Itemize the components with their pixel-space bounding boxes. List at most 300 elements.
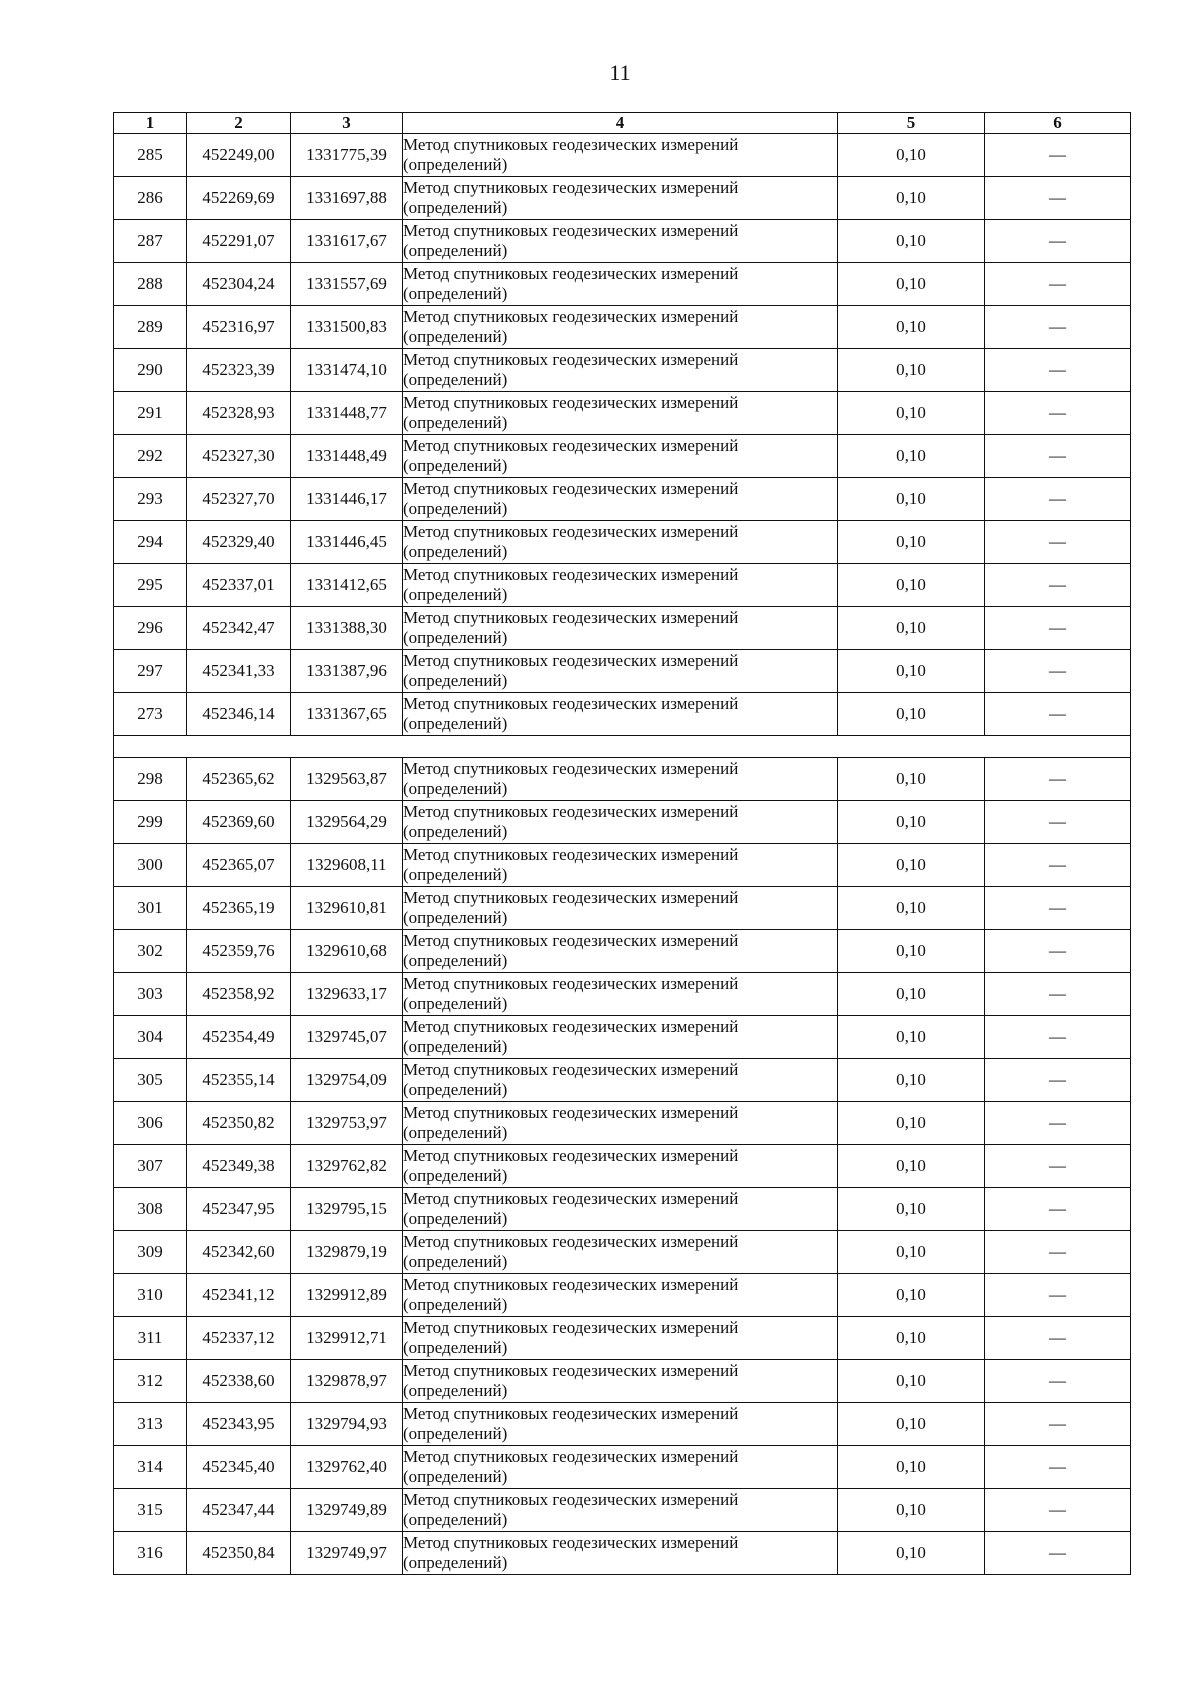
description-dash: — [985, 607, 1131, 650]
description-dash: — [985, 801, 1131, 844]
accuracy-value: 0,10 [838, 392, 985, 435]
accuracy-value: 0,10 [838, 1446, 985, 1489]
accuracy-value: 0,10 [838, 1403, 985, 1446]
method-cell [403, 1317, 838, 1360]
accuracy-value: 0,10 [838, 930, 985, 973]
coordinate-x: 452291,07 [187, 220, 291, 263]
table-row [114, 607, 1131, 650]
method-line-2: (определений) [403, 908, 508, 927]
col-header-1: 1 [114, 113, 187, 134]
coordinate-x: 452347,95 [187, 1188, 291, 1231]
method-line-2: (определений) [403, 779, 508, 798]
point-number: 309 [114, 1231, 187, 1274]
method-line-2: (определений) [403, 284, 508, 303]
method-line-1: Метод спутниковых геодезических измерений [403, 1146, 739, 1165]
method-line-1: Метод спутниковых геодезических измерений [403, 307, 739, 326]
table-body-group-1 [114, 134, 1131, 736]
method-cell [403, 177, 838, 220]
method-cell [403, 1532, 838, 1575]
method-line-1: Метод спутниковых геодезических измерений [403, 845, 739, 864]
method-line-1: Метод спутниковых геодезических измерений [403, 974, 739, 993]
description-dash: — [985, 349, 1131, 392]
point-number: 289 [114, 306, 187, 349]
coordinate-x: 452355,14 [187, 1059, 291, 1102]
coordinate-y: 1331500,83 [291, 306, 403, 349]
coordinate-x: 452354,49 [187, 1016, 291, 1059]
table-row [114, 1231, 1131, 1274]
table-row [114, 1102, 1131, 1145]
point-number: 299 [114, 801, 187, 844]
point-number: 306 [114, 1102, 187, 1145]
table-row [114, 1059, 1131, 1102]
accuracy-value: 0,10 [838, 1145, 985, 1188]
coordinate-x: 452323,39 [187, 349, 291, 392]
description-dash: — [985, 134, 1131, 177]
table-row [114, 177, 1131, 220]
coordinate-y: 1331474,10 [291, 349, 403, 392]
table-row [114, 844, 1131, 887]
point-number: 300 [114, 844, 187, 887]
separator-cell [114, 736, 1131, 758]
method-cell [403, 220, 838, 263]
method-line-2: (определений) [403, 1424, 508, 1443]
accuracy-value: 0,10 [838, 1317, 985, 1360]
method-line-2: (определений) [403, 951, 508, 970]
table-row [114, 1016, 1131, 1059]
accuracy-value: 0,10 [838, 177, 985, 220]
coordinate-y: 1329795,15 [291, 1188, 403, 1231]
coordinate-x: 452359,76 [187, 930, 291, 973]
point-number: 287 [114, 220, 187, 263]
description-dash: — [985, 564, 1131, 607]
coordinate-x: 452327,70 [187, 478, 291, 521]
method-line-1: Метод спутниковых геодезических измерений [403, 436, 739, 455]
point-number: 305 [114, 1059, 187, 1102]
point-number: 293 [114, 478, 187, 521]
coordinate-y: 1329912,89 [291, 1274, 403, 1317]
accuracy-value: 0,10 [838, 1016, 985, 1059]
description-dash: — [985, 650, 1131, 693]
coordinate-x: 452365,62 [187, 758, 291, 801]
method-cell [403, 435, 838, 478]
method-cell [403, 134, 838, 177]
method-line-2: (определений) [403, 370, 508, 389]
coordinate-x: 452327,30 [187, 435, 291, 478]
table-row [114, 693, 1131, 736]
point-number: 316 [114, 1532, 187, 1575]
method-line-1: Метод спутниковых геодезических измерений [403, 759, 739, 778]
point-number: 294 [114, 521, 187, 564]
col-header-5: 5 [838, 113, 985, 134]
coordinate-x: 452316,97 [187, 306, 291, 349]
point-number: 295 [114, 564, 187, 607]
coordinate-y: 1329753,97 [291, 1102, 403, 1145]
accuracy-value: 0,10 [838, 478, 985, 521]
col-header-6: 6 [985, 113, 1131, 134]
method-line-2: (определений) [403, 1252, 508, 1271]
accuracy-value: 0,10 [838, 435, 985, 478]
table-row [114, 134, 1131, 177]
accuracy-value: 0,10 [838, 263, 985, 306]
coordinates-table [113, 112, 1131, 1575]
point-number: 288 [114, 263, 187, 306]
method-cell [403, 478, 838, 521]
method-line-2: (определений) [403, 499, 508, 518]
description-dash: — [985, 1403, 1131, 1446]
table-row [114, 1360, 1131, 1403]
method-line-2: (определений) [403, 822, 508, 841]
table-body-group-2 [114, 758, 1131, 1575]
method-line-1: Метод спутниковых геодезических измерений [403, 221, 739, 240]
coordinate-y: 1331557,69 [291, 263, 403, 306]
table-row [114, 435, 1131, 478]
accuracy-value: 0,10 [838, 693, 985, 736]
coordinate-y: 1331775,39 [291, 134, 403, 177]
description-dash: — [985, 973, 1131, 1016]
table-row [114, 1145, 1131, 1188]
accuracy-value: 0,10 [838, 1489, 985, 1532]
accuracy-value: 0,10 [838, 1274, 985, 1317]
description-dash: — [985, 177, 1131, 220]
coordinate-y: 1329610,68 [291, 930, 403, 973]
coordinate-x: 452342,60 [187, 1231, 291, 1274]
table-row [114, 1274, 1131, 1317]
coordinate-y: 1329749,89 [291, 1489, 403, 1532]
coordinate-y: 1329563,87 [291, 758, 403, 801]
col-header-3: 3 [291, 113, 403, 134]
table-row [114, 220, 1131, 263]
description-dash: — [985, 435, 1131, 478]
coordinate-x: 452341,33 [187, 650, 291, 693]
coordinate-y: 1331697,88 [291, 177, 403, 220]
method-line-1: Метод спутниковых геодезических измерений [403, 608, 739, 627]
accuracy-value: 0,10 [838, 844, 985, 887]
method-line-2: (определений) [403, 413, 508, 432]
point-number: 315 [114, 1489, 187, 1532]
point-number: 312 [114, 1360, 187, 1403]
method-cell [403, 392, 838, 435]
coordinate-y: 1329754,09 [291, 1059, 403, 1102]
coordinate-y: 1329794,93 [291, 1403, 403, 1446]
method-line-1: Метод спутниковых геодезических измерений [403, 479, 739, 498]
method-line-2: (определений) [403, 1295, 508, 1314]
method-line-1: Метод спутниковых геодезических измерений [403, 651, 739, 670]
separator-row [114, 736, 1131, 758]
coordinate-y: 1331367,65 [291, 693, 403, 736]
method-line-1: Метод спутниковых геодезических измерений [403, 1361, 739, 1380]
coordinate-x: 452342,47 [187, 607, 291, 650]
accuracy-value: 0,10 [838, 564, 985, 607]
coordinate-y: 1329633,17 [291, 973, 403, 1016]
coordinate-y: 1331448,77 [291, 392, 403, 435]
method-line-2: (определений) [403, 628, 508, 647]
point-number: 286 [114, 177, 187, 220]
accuracy-value: 0,10 [838, 1532, 985, 1575]
coordinate-x: 452338,60 [187, 1360, 291, 1403]
point-number: 298 [114, 758, 187, 801]
coordinate-y: 1331387,96 [291, 650, 403, 693]
point-number: 296 [114, 607, 187, 650]
coordinate-x: 452341,12 [187, 1274, 291, 1317]
point-number: 302 [114, 930, 187, 973]
coordinate-x: 452365,19 [187, 887, 291, 930]
method-line-2: (определений) [403, 198, 508, 217]
method-cell [403, 1446, 838, 1489]
coordinate-x: 452358,92 [187, 973, 291, 1016]
method-cell [403, 1188, 838, 1231]
method-line-2: (определений) [403, 585, 508, 604]
method-cell [403, 1489, 838, 1532]
coordinate-y: 1329749,97 [291, 1532, 403, 1575]
description-dash: — [985, 844, 1131, 887]
accuracy-value: 0,10 [838, 1360, 985, 1403]
table-row [114, 650, 1131, 693]
method-cell [403, 521, 838, 564]
description-dash: — [985, 758, 1131, 801]
method-cell [403, 1102, 838, 1145]
point-number: 313 [114, 1403, 187, 1446]
method-cell [403, 758, 838, 801]
coordinate-x: 452269,69 [187, 177, 291, 220]
accuracy-value: 0,10 [838, 887, 985, 930]
method-line-1: Метод спутниковых геодезических измерений [403, 1275, 739, 1294]
method-cell [403, 693, 838, 736]
table-row [114, 306, 1131, 349]
coordinate-x: 452349,38 [187, 1145, 291, 1188]
table-row [114, 478, 1131, 521]
coordinate-y: 1329610,81 [291, 887, 403, 930]
method-line-1: Метод спутниковых геодезических измерений [403, 1103, 739, 1122]
description-dash: — [985, 392, 1131, 435]
coordinate-y: 1329564,29 [291, 801, 403, 844]
table-row [114, 973, 1131, 1016]
method-line-2: (определений) [403, 1338, 508, 1357]
method-cell [403, 930, 838, 973]
coordinate-y: 1329762,82 [291, 1145, 403, 1188]
description-dash: — [985, 1274, 1131, 1317]
description-dash: — [985, 306, 1131, 349]
point-number: 304 [114, 1016, 187, 1059]
method-line-1: Метод спутниковых геодезических измерений [403, 135, 739, 154]
method-cell [403, 1360, 838, 1403]
table-row [114, 1446, 1131, 1489]
method-line-2: (определений) [403, 1381, 508, 1400]
method-line-2: (определений) [403, 1553, 508, 1572]
coordinate-y: 1331448,49 [291, 435, 403, 478]
description-dash: — [985, 521, 1131, 564]
method-line-1: Метод спутниковых геодезических измерений [403, 1490, 739, 1509]
coordinate-y: 1331412,65 [291, 564, 403, 607]
method-line-2: (определений) [403, 155, 508, 174]
method-line-2: (определений) [403, 1166, 508, 1185]
method-cell [403, 801, 838, 844]
coordinate-y: 1329745,07 [291, 1016, 403, 1059]
table-row [114, 1188, 1131, 1231]
accuracy-value: 0,10 [838, 973, 985, 1016]
description-dash: — [985, 1016, 1131, 1059]
accuracy-value: 0,10 [838, 650, 985, 693]
col-header-2: 2 [187, 113, 291, 134]
method-line-1: Метод спутниковых геодезических измерений [403, 1318, 739, 1337]
method-line-2: (определений) [403, 671, 508, 690]
description-dash: — [985, 930, 1131, 973]
table-row [114, 1317, 1131, 1360]
method-line-1: Метод спутниковых геодезических измерений [403, 1189, 739, 1208]
coordinate-y: 1331446,45 [291, 521, 403, 564]
accuracy-value: 0,10 [838, 521, 985, 564]
method-line-2: (определений) [403, 241, 508, 260]
method-cell [403, 263, 838, 306]
description-dash: — [985, 1059, 1131, 1102]
table-row [114, 801, 1131, 844]
accuracy-value: 0,10 [838, 306, 985, 349]
col-header-4: 4 [403, 113, 838, 134]
method-cell [403, 349, 838, 392]
method-cell [403, 887, 838, 930]
method-line-2: (определений) [403, 1510, 508, 1529]
description-dash: — [985, 1102, 1131, 1145]
point-number: 308 [114, 1188, 187, 1231]
method-cell [403, 1403, 838, 1446]
method-line-2: (определений) [403, 1123, 508, 1142]
method-line-1: Метод спутниковых геодезических измерений [403, 178, 739, 197]
method-line-2: (определений) [403, 327, 508, 346]
method-line-1: Метод спутниковых геодезических измерений [403, 694, 739, 713]
method-cell [403, 650, 838, 693]
description-dash: — [985, 887, 1131, 930]
method-line-2: (определений) [403, 1467, 508, 1486]
table-row [114, 564, 1131, 607]
description-dash: — [985, 693, 1131, 736]
coordinate-x: 452337,12 [187, 1317, 291, 1360]
method-line-1: Метод спутниковых геодезических измерений [403, 802, 739, 821]
accuracy-value: 0,10 [838, 134, 985, 177]
method-line-2: (определений) [403, 865, 508, 884]
description-dash: — [985, 1489, 1131, 1532]
method-line-2: (определений) [403, 1037, 508, 1056]
table-row [114, 1403, 1131, 1446]
method-line-1: Метод спутниковых геодезических измерений [403, 1533, 739, 1552]
coordinate-y: 1329879,19 [291, 1231, 403, 1274]
accuracy-value: 0,10 [838, 801, 985, 844]
method-line-2: (определений) [403, 994, 508, 1013]
method-line-1: Метод спутниковых геодезических измерений [403, 522, 739, 541]
method-cell [403, 1016, 838, 1059]
coordinate-x: 452369,60 [187, 801, 291, 844]
method-line-2: (определений) [403, 1209, 508, 1228]
method-line-1: Метод спутниковых геодезических измерений [403, 350, 739, 369]
description-dash: — [985, 1360, 1131, 1403]
coordinate-x: 452337,01 [187, 564, 291, 607]
coordinate-x: 452350,84 [187, 1532, 291, 1575]
method-line-1: Метод спутниковых геодезических измерений [403, 1447, 739, 1466]
coordinate-x: 452350,82 [187, 1102, 291, 1145]
description-dash: — [985, 1231, 1131, 1274]
method-line-1: Метод спутниковых геодезических измерений [403, 1404, 739, 1423]
method-line-1: Метод спутниковых геодезических измерений [403, 1232, 739, 1251]
coordinate-x: 452329,40 [187, 521, 291, 564]
coordinate-x: 452365,07 [187, 844, 291, 887]
coordinate-x: 452343,95 [187, 1403, 291, 1446]
method-line-2: (определений) [403, 1080, 508, 1099]
description-dash: — [985, 1532, 1131, 1575]
coordinate-x: 452328,93 [187, 392, 291, 435]
coordinate-x: 452304,24 [187, 263, 291, 306]
point-number: 314 [114, 1446, 187, 1489]
coordinate-y: 1331388,30 [291, 607, 403, 650]
table-separator [114, 736, 1131, 758]
point-number: 307 [114, 1145, 187, 1188]
page-number: 11 [609, 60, 631, 85]
coordinate-y: 1329912,71 [291, 1317, 403, 1360]
method-line-2: (определений) [403, 542, 508, 561]
method-cell [403, 564, 838, 607]
coordinate-y: 1329762,40 [291, 1446, 403, 1489]
accuracy-value: 0,10 [838, 1188, 985, 1231]
coordinate-y: 1331617,67 [291, 220, 403, 263]
accuracy-value: 0,10 [838, 607, 985, 650]
accuracy-value: 0,10 [838, 758, 985, 801]
point-number: 291 [114, 392, 187, 435]
coordinate-y: 1329608,11 [291, 844, 403, 887]
accuracy-value: 0,10 [838, 1059, 985, 1102]
method-cell [403, 1145, 838, 1188]
table-row [114, 930, 1131, 973]
description-dash: — [985, 1317, 1131, 1360]
description-dash: — [985, 220, 1131, 263]
method-cell [403, 973, 838, 1016]
accuracy-value: 0,10 [838, 1231, 985, 1274]
coordinate-y: 1331446,17 [291, 478, 403, 521]
description-dash: — [985, 1188, 1131, 1231]
point-number: 290 [114, 349, 187, 392]
table-row [114, 521, 1131, 564]
method-cell [403, 1059, 838, 1102]
coordinate-x: 452249,00 [187, 134, 291, 177]
method-cell [403, 1231, 838, 1274]
method-line-1: Метод спутниковых геодезических измерений [403, 264, 739, 283]
coordinate-x: 452347,44 [187, 1489, 291, 1532]
point-number: 311 [114, 1317, 187, 1360]
method-cell [403, 607, 838, 650]
method-line-2: (определений) [403, 714, 508, 733]
point-number: 273 [114, 693, 187, 736]
coordinate-x: 452346,14 [187, 693, 291, 736]
method-cell [403, 844, 838, 887]
method-line-2: (определений) [403, 456, 508, 475]
table-row [114, 1489, 1131, 1532]
method-cell [403, 1274, 838, 1317]
method-line-1: Метод спутниковых геодезических измерений [403, 393, 739, 412]
method-cell [403, 306, 838, 349]
point-number: 285 [114, 134, 187, 177]
method-line-1: Метод спутниковых геодезических измерений [403, 565, 739, 584]
method-line-1: Метод спутниковых геодезических измерений [403, 888, 739, 907]
point-number: 297 [114, 650, 187, 693]
description-dash: — [985, 1446, 1131, 1489]
table-row [114, 1532, 1131, 1575]
header-row [114, 113, 1131, 134]
point-number: 301 [114, 887, 187, 930]
table-row [114, 758, 1131, 801]
description-dash: — [985, 1145, 1131, 1188]
table-row [114, 392, 1131, 435]
accuracy-value: 0,10 [838, 1102, 985, 1145]
accuracy-value: 0,10 [838, 220, 985, 263]
point-number: 310 [114, 1274, 187, 1317]
table-row [114, 263, 1131, 306]
point-number: 292 [114, 435, 187, 478]
